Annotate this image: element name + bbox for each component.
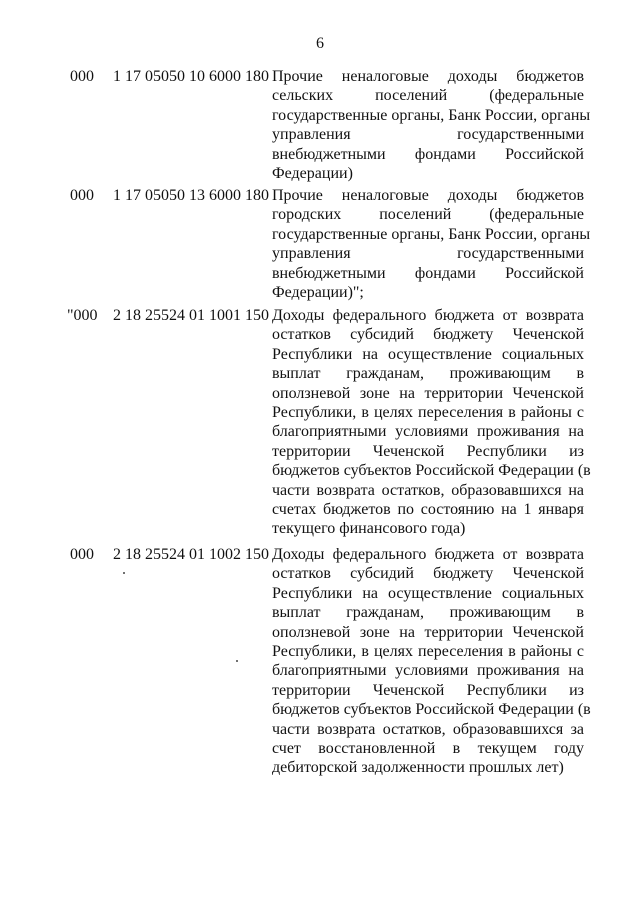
description-line: внебюджетными фондами Российской — [272, 264, 584, 282]
description-line: счетах бюджетов по состоянию на 1 января — [272, 501, 584, 519]
description-line: территории Чеченской Республики из — [272, 442, 584, 460]
description-line: городских поселений (федеральные — [272, 206, 584, 224]
income-description — [272, 67, 591, 183]
budget-classification-code: 2 18 25524 01 1001 150 — [113, 307, 269, 324]
description-line: внебюджетными фондами Российской — [272, 145, 584, 163]
description-line: сельских поселений (федеральные — [272, 87, 584, 105]
description-line: Республики, в целях переселения в районы с — [272, 404, 584, 422]
scan-speck — [236, 660, 238, 662]
description-line: Федерации)"; — [272, 284, 364, 302]
description-line: части возврата остатков, образовавшихся на — [272, 481, 584, 499]
description-line: Республики, в целях переселения в районы с — [272, 643, 584, 661]
administrator-code: 000 — [70, 68, 94, 85]
description-line: оползневой зоне на территории Чеченской — [272, 384, 584, 402]
income-description — [272, 545, 591, 778]
page-number: 6 — [316, 35, 324, 52]
description-line: благоприятными условиями проживания на — [272, 423, 584, 441]
description-line: выплат гражданам, проживающим в — [272, 365, 584, 383]
description-line: счет восстановленной в текущем году — [272, 740, 584, 758]
budget-classification-code: 2 18 25524 01 1002 150 — [113, 546, 269, 563]
description-line: бюджетов субъектов Российской Федерации (в — [272, 701, 591, 719]
description-line: управления государственными — [272, 245, 584, 263]
description-line: оползневой зоне на территории Чеченской — [272, 623, 584, 641]
description-line: Доходы федерального бюджета от возврата — [272, 546, 584, 563]
budget-classification-code: 1 17 05050 13 6000 180 — [113, 187, 269, 204]
description-line: государственные органы, Банк России, органы — [272, 225, 591, 243]
description-line: Прочие неналоговые доходы бюджетов — [272, 68, 584, 85]
description-line: части возврата остатков, образовавшихся за — [272, 720, 584, 738]
description-line: бюджетов субъектов Российской Федерации (в — [272, 462, 591, 480]
description-line: текущего финансового года) — [272, 520, 466, 538]
description-line: управления государственными — [272, 126, 584, 144]
income-description — [272, 186, 591, 302]
description-line: остатков субсидий бюджету Чеченской — [272, 326, 584, 344]
description-line: государственные органы, Банк России, органы — [272, 106, 591, 124]
description-line: Республики на осуществление социальных — [272, 584, 584, 602]
description-line: Прочие неналоговые доходы бюджетов — [272, 187, 584, 204]
scan-speck — [123, 572, 125, 574]
description-line: территории Чеченской Республики из — [272, 681, 584, 699]
income-description — [272, 306, 591, 539]
description-line: остатков субсидий бюджету Чеченской — [272, 565, 584, 583]
description-line: выплат гражданам, проживающим в — [272, 604, 584, 622]
description-line: Республики на осуществление социальных — [272, 345, 584, 363]
administrator-code: 000 — [70, 187, 94, 204]
budget-classification-code: 1 17 05050 10 6000 180 — [113, 68, 269, 85]
administrator-code: "000 — [67, 307, 98, 324]
description-line: дебиторской задолженности прошлых лет) — [272, 759, 564, 777]
administrator-code: 000 — [70, 546, 94, 563]
description-line: Федерации) — [272, 165, 353, 183]
description-line: Доходы федерального бюджета от возврата — [272, 307, 584, 324]
description-line: благоприятными условиями проживания на — [272, 662, 584, 680]
